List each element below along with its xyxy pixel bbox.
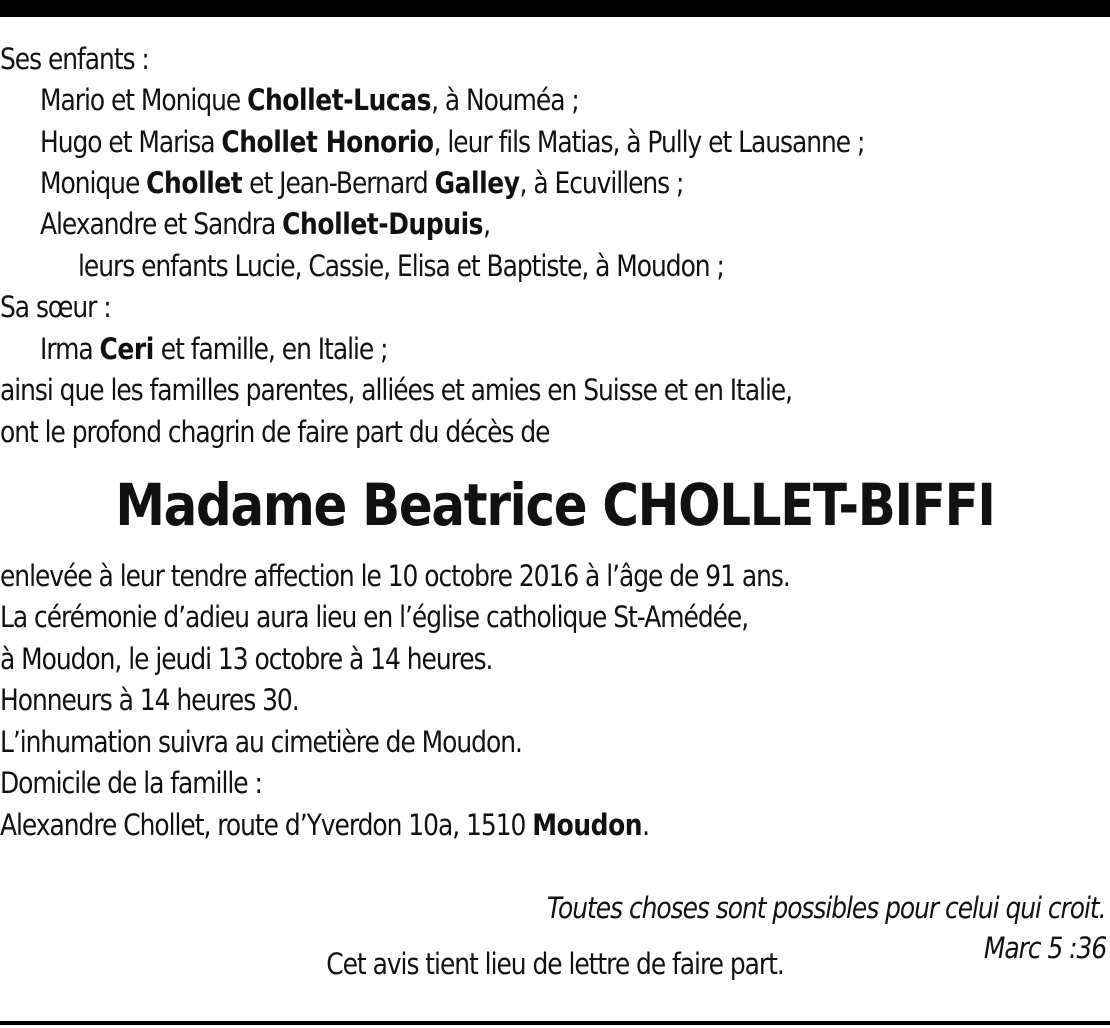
- sister-post: et famille, en Italie ;: [153, 332, 388, 366]
- child2-post: , leur fils Matias, à Pully et Lausanne ;: [433, 125, 865, 159]
- detail-line-6-text: Domicile de la famille :: [0, 766, 262, 800]
- child4-children-text: leurs enfants Lucie, Cassie, Elisa et Baptiste, à Moudon ;: [78, 249, 724, 283]
- relatives-text: ainsi que les familles parentes, alliées et amies en Suisse et en Italie,: [0, 373, 793, 407]
- quote-text: Toutes choses sont possibles pour celui qui croit.: [547, 891, 1106, 925]
- sister-line: [40, 330, 387, 368]
- detail-line-3-text: à Moudon, le jeudi 13 octobre à 14 heures.: [0, 642, 493, 676]
- quote-reference: Marc 5 :36: [983, 931, 1106, 965]
- detail-line-1: [0, 557, 790, 595]
- address-city: Moudon: [532, 808, 643, 842]
- footer-note: Cet avis tient lieu de lettre de faire part.: [326, 947, 784, 981]
- child4-name: Chollet-Dupuis: [282, 207, 484, 241]
- child3-pre: Monique: [40, 166, 147, 200]
- child3-post: , à Ecuvillens ;: [519, 166, 684, 200]
- detail-line-5: [0, 723, 522, 761]
- children-heading-text: Ses enfants :: [0, 42, 149, 76]
- detail-line-3: [0, 640, 492, 678]
- address-pre: Alexandre Chollet, route d’Yverdon 10a, 1510: [0, 808, 533, 842]
- announcement-text: ont le profond chagrin de faire part du décès de: [0, 415, 550, 449]
- top-rule: [0, 0, 1110, 17]
- relatives-line: [0, 371, 792, 409]
- detail-line-5-text: L’inhumation suivra au cimetière de Moudon.: [0, 725, 522, 759]
- detail-line-4: [0, 681, 299, 719]
- sister-heading-text: Sa sœur :: [0, 290, 111, 324]
- detail-line-2-text: La cérémonie d’adieu aura lieu en l’église catholique St-Amédée,: [0, 600, 749, 634]
- address-line: [0, 806, 649, 844]
- children-heading: [0, 40, 149, 78]
- deceased-name: Madame Beatrice CHOLLET-BIFFI: [115, 471, 995, 539]
- child-line-2: [40, 123, 864, 161]
- child1-name: Chollet-Lucas: [247, 83, 432, 117]
- child2-pre: Hugo et Marisa: [40, 125, 222, 159]
- child2-name: Chollet Honorio: [221, 125, 434, 159]
- child1-post: , à Nouméa ;: [431, 83, 579, 117]
- child3-mid: et Jean-Bernard: [242, 166, 435, 200]
- detail-line-6: [0, 764, 262, 802]
- child-line-3: [40, 164, 683, 202]
- detail-line-1-text: enlevée à leur tendre affection le 10 octobre 2016 à l’âge de 91 ans.: [0, 559, 790, 593]
- sister-pre: Irma: [40, 332, 100, 366]
- detail-line-2: [0, 598, 748, 636]
- child4-children-line: [78, 247, 724, 285]
- bottom-rule: [0, 1021, 1110, 1025]
- child1-pre: Mario et Monique: [40, 83, 248, 117]
- child-line-1: [40, 81, 579, 119]
- sister-name: Ceri: [99, 332, 154, 366]
- address-post: .: [642, 808, 650, 842]
- child4-pre: Alexandre et Sandra: [40, 207, 283, 241]
- detail-line-4-text: Honneurs à 14 heures 30.: [0, 683, 299, 717]
- child3-name1: Chollet: [146, 166, 243, 200]
- sister-heading: [0, 288, 111, 326]
- child4-post: ,: [483, 207, 491, 241]
- child-line-4: [40, 205, 490, 243]
- announcement-line: [0, 413, 549, 451]
- child3-name2: Galley: [434, 166, 520, 200]
